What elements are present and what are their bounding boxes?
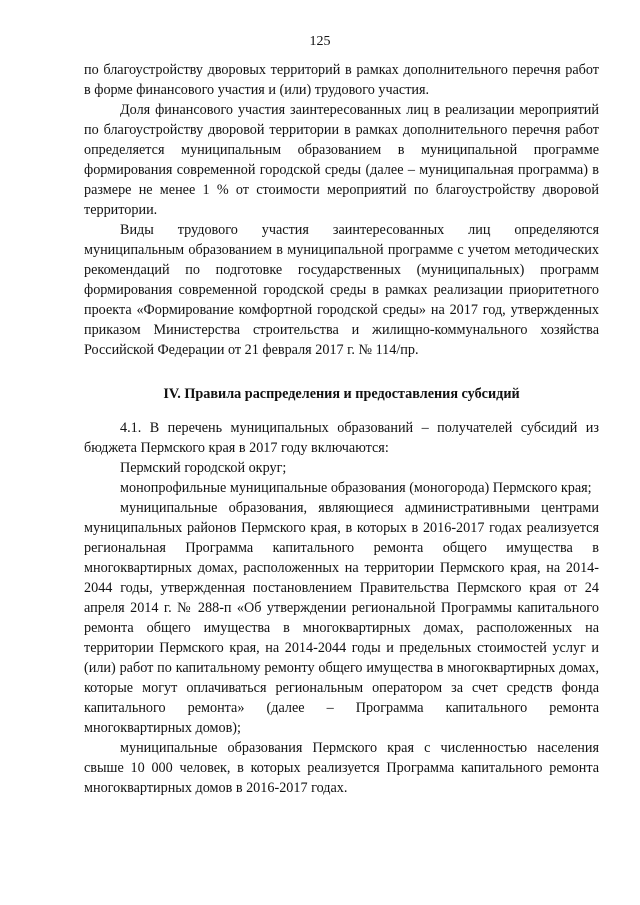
document-body (84, 60, 599, 798)
paragraph-labor-participation: Виды трудового участия заинтересованных лиц определяются муниципальным образованием в муниципальной программе с учетом методических рекомендаций по подготовке государственных (муниципальных) программ формирования современной городской среды в рамках реализации приоритетного проекта «Формирование комфортной городской среды» на 2017 год, утвержденных приказом Министерства строительства и жилищно-коммунального хозяйства Российской Федерации от 21 февраля 2017 г. № 114/пр. (84, 222, 599, 358)
paragraph-continuation: по благоустройству дворовых территорий в рамках дополнительного перечня работ в форме финансового участия и (или) трудового участия. (84, 62, 599, 98)
list-item-monotowns: монопрофильные муниципальные образования (моногорода) Пермского края; (120, 480, 592, 496)
list-item-admin-centers: муниципальные образования, являющиеся административными центрами муниципальных районов Пермского края, в которых в 2016-2017 годах реализуется региональная Программа капитального ремонта общего имущества в многоквартирных домах, расположенных на территории Пермского края, на 2014-2044 годы, утвержденная постановлением Правительства Пермского края от 24 апреля 2014 г. № 288-п «Об утверждении региональной Программы капитального ремонта общего имущества в многоквартирных домах, расположенных на территории Пермского края, на 2014-2044 годы и предельных стоимостей услуг и (или) работ по капитальному ремонту общего имущества в многоквартирных домах, которые могут оплачиваться региональным оператором за счет средств фонда капитального ремонта» (далее – Программа капитального ремонта многоквартирных домов); (84, 500, 599, 736)
paragraph-clause-4-1: 4.1. В перечень муниципальных образований – получателей субсидий из бюджета Пермского края в 2017 году включаются: (84, 420, 599, 456)
list-item-population: муниципальные образования Пермского края с численностью населения свыше 10 000 человек, в которых реализуется Программа капитального ремонта многоквартирных домов в 2016-2017 годах. (84, 740, 599, 796)
list-item-perm-city: Пермский городской округ; (120, 460, 287, 476)
page-number: 125 (309, 34, 331, 49)
paragraph-financial-share: Доля финансового участия заинтересованных лиц в реализации мероприятий по благоустройству дворовой территории в рамках дополнительного перечня работ определяется муниципальным образованием в муниципальной программе формирования современной городской среды (далее – муниципальная программа) в размере не менее 1 % от стоимости мероприятий по благоустройству дворовой территории. (84, 102, 599, 218)
section-heading: IV. Правила распределения и предоставления субсидий (163, 386, 520, 402)
